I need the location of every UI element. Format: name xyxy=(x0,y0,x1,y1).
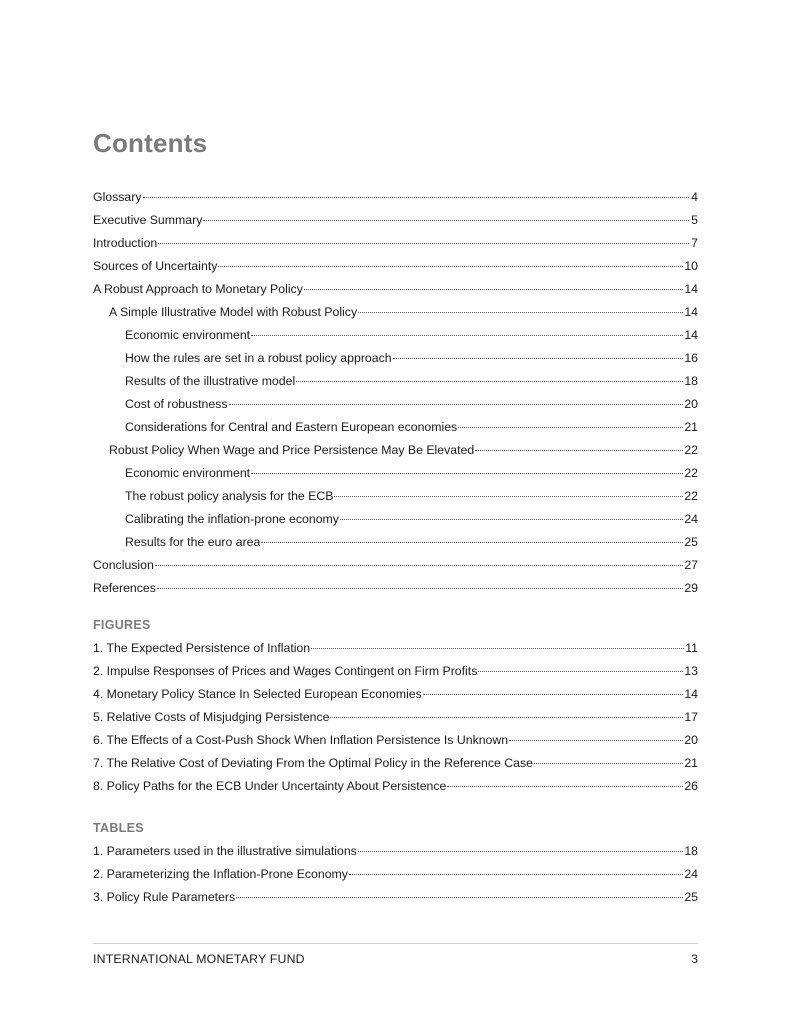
toc-entry[interactable] xyxy=(93,232,698,255)
tables-list xyxy=(93,840,698,909)
entry-title: 4. Monetary Policy Stance In Selected European Economies xyxy=(93,687,422,701)
entry-title: Results of the illustrative model xyxy=(125,374,296,388)
entry-title: A Simple Illustrative Model with Robust Policy xyxy=(109,305,358,319)
entry-page-number: 22 xyxy=(684,489,698,503)
entry-page-number: 14 xyxy=(684,328,698,342)
entry-title: 3. Policy Rule Parameters xyxy=(93,890,236,904)
entry-page-number: 11 xyxy=(685,641,698,655)
list-entry[interactable] xyxy=(93,729,698,752)
list-entry[interactable] xyxy=(93,660,698,683)
entry-title: How the rules are set in a robust policy approach xyxy=(125,351,392,365)
dot-leader xyxy=(358,312,683,313)
toc-entry[interactable] xyxy=(93,209,698,232)
dot-leader xyxy=(143,197,689,198)
dot-leader xyxy=(458,427,683,428)
dot-leader xyxy=(423,694,684,695)
toc-entry[interactable] xyxy=(93,577,698,600)
dot-leader xyxy=(349,874,683,875)
entry-page-number: 24 xyxy=(684,512,698,526)
entry-title: The robust policy analysis for the ECB xyxy=(125,489,334,503)
entry-page-number: 20 xyxy=(684,397,698,411)
entry-page-number: 5 xyxy=(691,213,698,227)
toc-entry[interactable] xyxy=(93,347,698,370)
figures-heading: FIGURES xyxy=(93,618,151,632)
entry-title: Robust Policy When Wage and Price Persistence May Be Elevated xyxy=(109,443,475,457)
dot-leader xyxy=(296,381,683,382)
entry-page-number: 13 xyxy=(684,664,698,678)
entry-title: 2. Impulse Responses of Prices and Wages Contingent on Firm Profits xyxy=(93,664,478,678)
entry-page-number: 22 xyxy=(684,466,698,480)
list-entry[interactable] xyxy=(93,886,698,909)
toc-entry[interactable] xyxy=(93,278,698,301)
dot-leader xyxy=(311,648,684,649)
figures-list xyxy=(93,637,698,798)
entry-title: Results for the euro area xyxy=(125,535,261,549)
dot-leader xyxy=(157,588,683,589)
dot-leader xyxy=(203,220,689,221)
list-entry[interactable] xyxy=(93,637,698,660)
entry-page-number: 29 xyxy=(684,581,698,595)
entry-page-number: 10 xyxy=(684,259,698,273)
table-of-contents xyxy=(93,186,698,600)
toc-entry[interactable] xyxy=(93,393,698,416)
toc-entry[interactable] xyxy=(93,324,698,347)
entry-title: 1. Parameters used in the illustrative simulations xyxy=(93,844,357,858)
page-title: Contents xyxy=(93,128,208,158)
entry-page-number: 18 xyxy=(684,374,698,388)
entry-page-number: 21 xyxy=(684,420,698,434)
entry-title: 2. Parameterizing the Inflation-Prone Economy xyxy=(93,867,348,881)
list-entry[interactable] xyxy=(93,775,698,798)
entry-page-number: 14 xyxy=(684,687,698,701)
entry-title: 6. The Effects of a Cost-Push Shock When Inflation Persistence Is Unknown xyxy=(93,733,509,747)
toc-entry[interactable] xyxy=(93,462,698,485)
entry-title: Cost of robustness xyxy=(125,397,228,411)
entry-page-number: 14 xyxy=(684,305,698,319)
list-entry[interactable] xyxy=(93,706,698,729)
list-entry[interactable] xyxy=(93,863,698,886)
dot-leader xyxy=(330,717,683,718)
toc-entry[interactable] xyxy=(93,301,698,324)
list-entry[interactable] xyxy=(93,683,698,706)
dot-leader xyxy=(304,289,683,290)
entry-title: Glossary xyxy=(93,190,142,204)
toc-entry[interactable] xyxy=(93,416,698,439)
entry-title: References xyxy=(93,581,156,595)
dot-leader xyxy=(158,243,689,244)
entry-page-number: 14 xyxy=(684,282,698,296)
entry-title: Executive Summary xyxy=(93,213,203,227)
footer-divider xyxy=(93,943,698,944)
entry-page-number: 25 xyxy=(684,890,698,904)
entry-page-number: 21 xyxy=(684,756,698,770)
entry-title: 8. Policy Paths for the ECB Under Uncertainty About Persistence xyxy=(93,779,447,793)
dot-leader xyxy=(218,266,683,267)
entry-title: 1. The Expected Persistence of Inflation xyxy=(93,641,311,655)
dot-leader xyxy=(155,565,683,566)
dot-leader xyxy=(334,496,683,497)
entry-page-number: 20 xyxy=(684,733,698,747)
entry-title: Introduction xyxy=(93,236,158,250)
dot-leader xyxy=(236,897,683,898)
dot-leader xyxy=(251,335,683,336)
dot-leader xyxy=(475,450,683,451)
entry-page-number: 24 xyxy=(684,867,698,881)
entry-title: Sources of Uncertainty xyxy=(93,259,218,273)
list-entry[interactable] xyxy=(93,752,698,775)
entry-page-number: 18 xyxy=(684,844,698,858)
entry-page-number: 27 xyxy=(684,558,698,572)
entry-title: 5. Relative Costs of Misjudging Persistence xyxy=(93,710,330,724)
entry-title: Economic environment xyxy=(125,466,251,480)
tables-heading: TABLES xyxy=(93,821,144,835)
entry-title: A Robust Approach to Monetary Policy xyxy=(93,282,303,296)
toc-entry[interactable] xyxy=(93,370,698,393)
entry-page-number: 4 xyxy=(691,190,698,204)
toc-entry[interactable] xyxy=(93,531,698,554)
dot-leader xyxy=(534,763,683,764)
entry-title: Considerations for Central and Eastern European economies xyxy=(125,420,458,434)
entry-page-number: 26 xyxy=(684,779,698,793)
entry-page-number: 25 xyxy=(684,535,698,549)
dot-leader xyxy=(340,519,683,520)
toc-entry[interactable] xyxy=(93,255,698,278)
toc-entry[interactable] xyxy=(93,485,698,508)
dot-leader xyxy=(229,404,684,405)
entry-title: 7. The Relative Cost of Deviating From the Optimal Policy in the Reference Case xyxy=(93,756,533,770)
dot-leader xyxy=(478,671,683,672)
dot-leader xyxy=(393,358,684,359)
dot-leader xyxy=(358,851,683,852)
entry-page-number: 17 xyxy=(684,710,698,724)
toc-entry[interactable] xyxy=(93,439,698,462)
entry-title: Calibrating the inflation-prone economy xyxy=(125,512,339,526)
footer-publisher: INTERNATIONAL MONETARY FUND xyxy=(93,952,305,966)
dot-leader xyxy=(447,786,683,787)
toc-entry[interactable] xyxy=(93,186,698,209)
dot-leader xyxy=(509,740,683,741)
toc-entry[interactable] xyxy=(93,508,698,531)
footer-page-number: 3 xyxy=(691,952,698,966)
list-entry[interactable] xyxy=(93,840,698,863)
entry-title: Economic environment xyxy=(125,328,251,342)
entry-page-number: 7 xyxy=(691,236,698,250)
entry-page-number: 22 xyxy=(684,443,698,457)
entry-title: Conclusion xyxy=(93,558,154,572)
dot-leader xyxy=(261,542,683,543)
dot-leader xyxy=(251,473,683,474)
entry-page-number: 16 xyxy=(684,351,698,365)
toc-entry[interactable] xyxy=(93,554,698,577)
